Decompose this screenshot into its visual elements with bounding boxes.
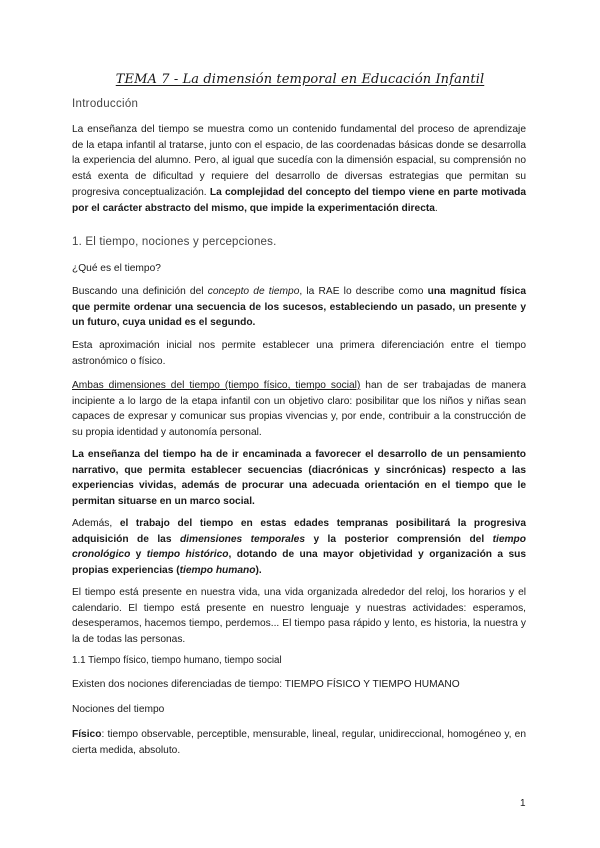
two-notions-paragraph: Existen dos nociones diferenciadas de tiempo: TIEMPO FÍSICO Y TIEMPO HUMANO [72, 679, 460, 690]
temporal-dimensions-paragraph: Además, el trabajo del tiempo en estas edades tempranas posibilitará la progresiva adquisición de las dimensiones temporales y la posterior comprensión del tiempo cronológico y tiempo histórico, dotando de una mayor objetividad y organización a sus propias experiencias (tiempo humano). [72, 518, 527, 577]
intro-heading: Introducción [72, 98, 139, 110]
page-number: 1 [520, 798, 526, 809]
definition-paragraph: Buscando una definición del concepto de tiempo, la RAE lo describe como una magnitud física que permite ordenar una secuencia de los sucesos, estableciendo un pasado, un presente y un futuro, cuya unidad es el segundo. [72, 286, 526, 329]
intro-paragraph: La enseñanza del tiempo se muestra como un contenido fundamental del proceso de aprendizaje de la etapa infantil al tratarse, junto con el espacio, de las coordenadas básicas donde se desarrolla la experiencia del alumno. Pero, al igual que sucedía con la dimensión espacial, su comprensión no está exenta de dificultad y requiere del desarrollo de diversas estrategias que permitan su progresiva conceptualización. La complejidad del concepto del tiempo viene en parte motivada por el carácter abstracto del mismo, que impide la experimentación directa. [72, 124, 526, 214]
section-1-1-heading: 1.1 Tiempo físico, tiempo humano, tiempo social [72, 655, 282, 666]
question-line: ¿Qué es el tiempo? [72, 263, 161, 274]
physical-time-paragraph: Físico: tiempo observable, perceptible, mensurable, lineal, regular, unidireccional, homogéneo y, en cierta medida, absoluto. [72, 729, 526, 756]
dimensions-paragraph: Ambas dimensiones del tiempo (tiempo físico, tiempo social) han de ser trabajadas de manera incipiente a lo largo de la etapa infantil con un objetivo claro: posibilitar que los niños y niñas sean capaces de expresar y comunicar sus propias vivencias y, por ende, contribuir a la construcción de su propia identidad y autonomía personal. [72, 380, 526, 439]
time-in-life-paragraph: El tiempo está presente en nuestra vida, una vida organizada alrededor del reloj, los horarios y el calendario. El tiempo está presente en nuestro lenguaje y nuestras actividades: esperamos, desesperamos, hacemos tiempo, perdemos... El tiempo pasa rápido y lento, es historia, la nuestra y la de todas las personas. [72, 587, 526, 646]
section-1-heading: 1. El tiempo, nociones y percepciones. [72, 236, 277, 248]
notions-label: Nociones del tiempo [72, 704, 165, 715]
document-title: TEMA 7 - La dimensión temporal en Educación Infantil [115, 72, 485, 87]
teaching-paragraph: La enseñanza del tiempo ha de ir encaminada a favorecer el desarrollo de un pensamiento narrativo, que permita establecer secuencias (diacrónicas y sincrónicas) respecto a las experiencias vividas, además de procurar una adecuada orientación en el tiempo que le permitan situarse en un marco social. [72, 449, 526, 508]
approximation-paragraph: Esta aproximación inicial nos permite establecer una primera diferenciación entre el tiempo astronómico o físico. [72, 340, 526, 367]
